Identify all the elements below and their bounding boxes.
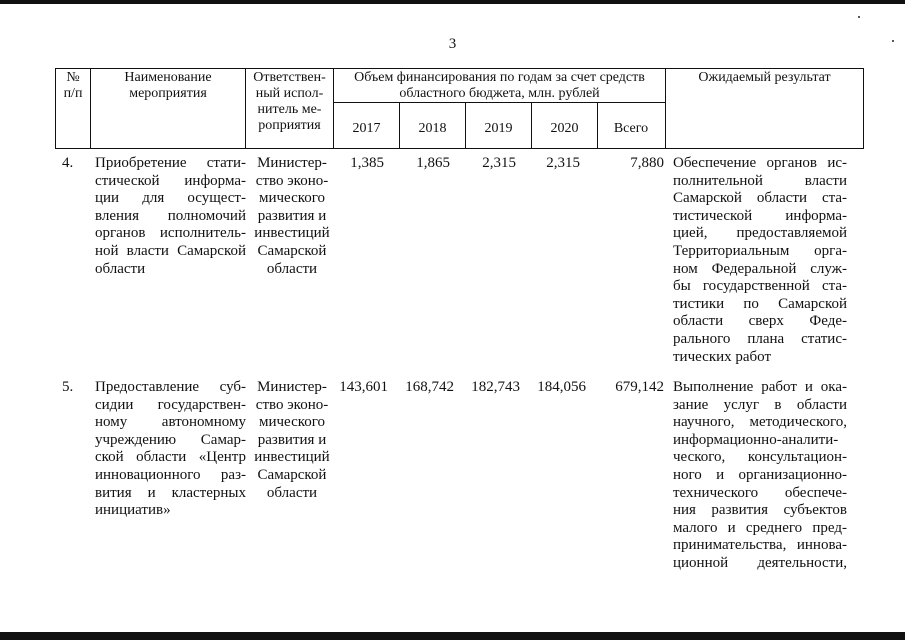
header-result: Ожидаемый результат — [698, 70, 831, 85]
row-number: 5. — [62, 379, 74, 395]
value-2017: 1,385 — [350, 155, 384, 171]
value-total: 679,142 — [615, 379, 664, 395]
header-year: 2017 — [352, 121, 381, 136]
row-number: 4. — [62, 155, 74, 171]
row-name: Предоставление суб- сидии государствен- ному автономному учреждению Самар- ской области «Центр инновационного раз- вития и кластерных инициатив» — [95, 379, 246, 519]
header-responsible: Ответствен- ный испол- нитель ме- роприятия — [253, 70, 326, 133]
header-year: 2020 — [550, 121, 579, 136]
header-year: 2019 — [484, 121, 513, 136]
value-2020: 2,315 — [546, 155, 580, 171]
header-year: 2018 — [418, 121, 447, 136]
row-name: Приобретение стати- стической информа- ции для осущест- вления полномочий органов исполнитель- ной власти Самарской области — [95, 155, 246, 277]
header-funding: Объем финансирования по годам за счет средств областного бюджета, млн. рублей — [354, 70, 645, 101]
value-2018: 1,865 — [416, 155, 450, 171]
value-2019: 2,315 — [482, 155, 516, 171]
page-number: 3 — [448, 36, 457, 52]
header-num: № п/п — [63, 70, 83, 101]
scan-speck — [858, 16, 860, 18]
value-2019: 182,743 — [471, 379, 520, 395]
value-total: 7,880 — [630, 155, 664, 171]
value-2020: 184,056 — [537, 379, 586, 395]
header-name: Наименование мероприятия — [124, 70, 212, 101]
scan-edge-top — [0, 0, 905, 4]
row-result: Обеспечение органов ис- полнительной власти Самарской области ста- тистической информа- цией, предоставляемой Территориальным орга- ном Федеральной служ- бы государственной ста- тистики по Самарской области сверх Феде- рального плана статис- тических работ — [673, 155, 847, 365]
value-2018: 168,742 — [405, 379, 454, 395]
row-result: Выполнение работ и ока- зание услуг в области научного, методического, информационно-аналити- ческого, консультацион- ного и организационно- технического обеспече- ния развития субъектов малого и среднего пред- принимательства, иннова- ционной деятельности, — [673, 379, 847, 571]
header-total: Всего — [613, 121, 649, 136]
row-responsible: Министер- ство эконо- мического развития и инвестиций Самарской области — [254, 379, 330, 501]
value-2017: 143,601 — [339, 379, 388, 395]
scan-speck — [892, 40, 894, 42]
header-divider — [333, 102, 665, 103]
row-responsible: Министер- ство эконо- мического развития и инвестиций Самарской области — [254, 155, 330, 277]
scan-edge-bottom — [0, 632, 905, 640]
